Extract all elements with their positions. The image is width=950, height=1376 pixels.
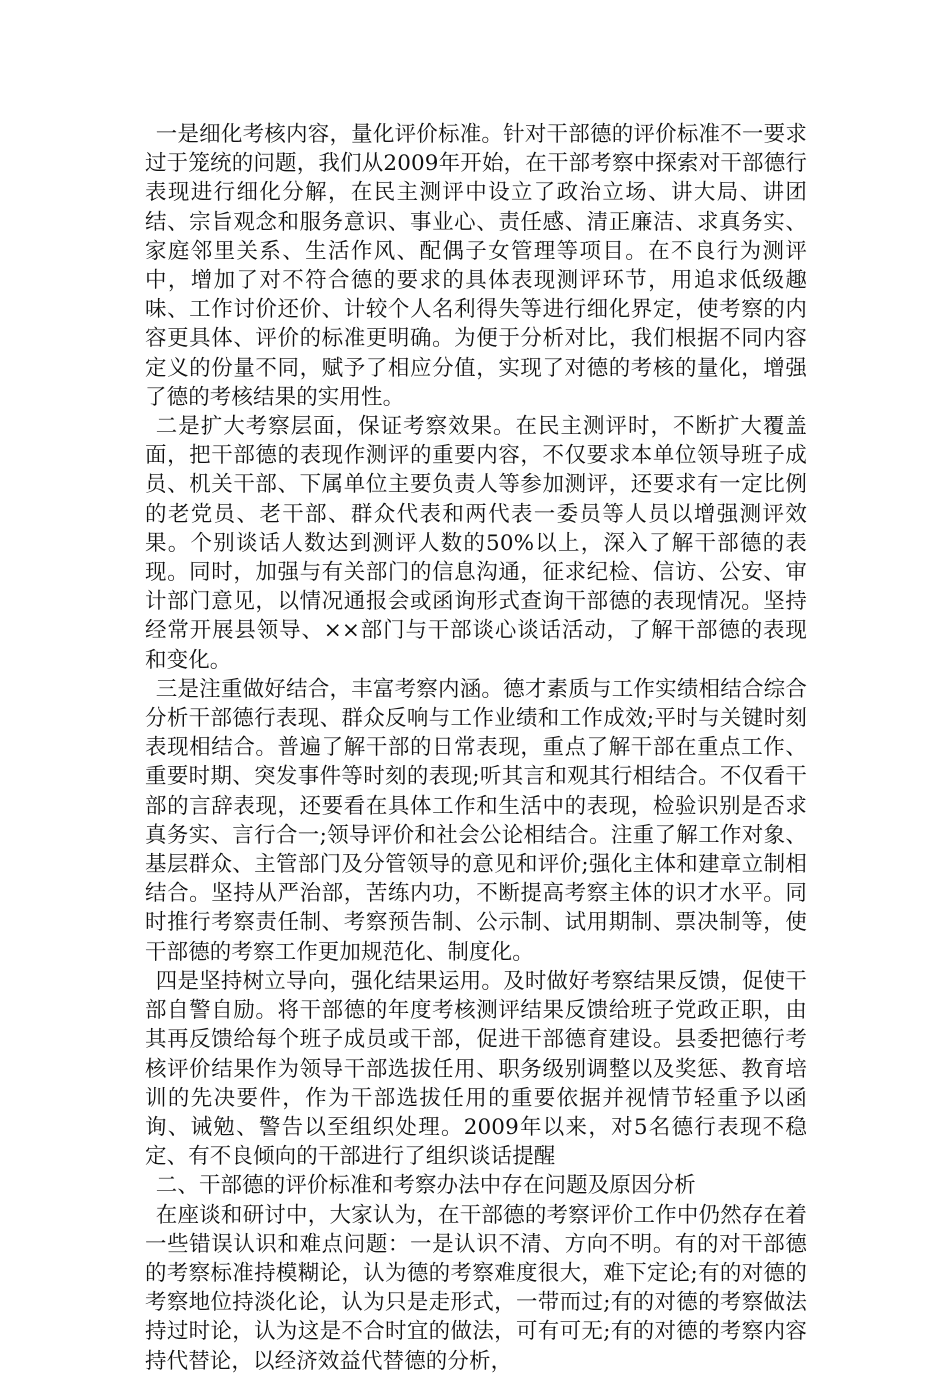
paragraph-problems: 在座谈和研讨中，大家认为，在干部德的考察评价工作中仍然存在着一些错误认识和难点问题：一是认识不清、方向不明。有的对干部德的考察标准持模糊论，认为德的考察难度很大，难下定论;有的对德的考察地位持淡化论，认为只是走形式，一带而过;有的对德的考察做法持过时论，认为这是不合时宜的做法，可有可无;有的对德的考察内容持代替论，以经济效益代替德的分析， (145, 1202, 807, 1374)
paragraph-apply-results: 四是坚持树立导向，强化结果运用。及时做好考察结果反馈，促使干部自警自励。将干部德的年度考核测评结果反馈给班子党政正职，由其再反馈给每个班子成员或干部，促进干部德育建设。县委把德行考核评价结果作为领导干部选拔任用、职务级别调整以及奖惩、教育培训的先决要件，作为干部选拔任用的重要依据并视情节轻重予以函询、诫勉、警告以至组织处理。2009年以来，对5名德行表现不稳定、有不良倾向的干部进行了组织谈话提醒 (145, 968, 807, 1170)
paragraph-refine-assessment: 一是细化考核内容，量化评价标准。针对干部德的评价标准不一要求过于笼统的问题，我们从2009年开始，在干部考察中探索对干部德行表现进行细化分解，在民主测评中设立了政治立场、讲大局、讲团结、宗旨观念和服务意识、事业心、责任感、清正廉洁、求真务实、家庭邻里关系、生活作风、配偶子女管理等项目。在不良行为测评中，增加了对不符合德的要求的具体表现测评环节，用追求低级趣味、工作讨价还价、计较个人名利得失等进行细化界定，使考察的内容更具体、评价的标准更明确。为便于分析对比，我们根据不同内容定义的份量不同，赋予了相应分值，实现了对德的考核的量化，增强了德的考核结果的实用性。 (145, 122, 807, 410)
paragraph-expand-scope: 二是扩大考察层面，保证考察效果。在民主测评时，不断扩大覆盖面，把干部德的表现作测评的重要内容，不仅要求本单位领导班子成员、机关干部、下属单位主要负责人等参加测评，还要求有一定比例的老党员、老干部、群众代表和两代表一委员等人员以增强测评效果。个别谈话人数达到测评人数的50%以上，深入了解干部德的表现。同时，加强与有关部门的信息沟通，征求纪检、信访、公安、审计部门意见，以情况通报会或函询形式查询干部德的表现情况。坚持经常开展县领导、××部门与干部谈心谈话活动，了解干部德的表现和变化。 (145, 414, 807, 673)
section-heading: 二、干部德的评价标准和考察办法中存在问题及原因分析 (155, 1173, 696, 1199)
document-page (145, 120, 807, 1376)
paragraph-combine-methods: 三是注重做好结合，丰富考察内涵。德才素质与工作实绩相结合综合分析干部德行表现、群众反响与工作业绩和工作成效;平时与关键时刻表现相结合。普遍了解干部的日常表现，重点了解干部在重点工作、重要时期、突发事件等时刻的表现;听其言和观其行相结合。不仅看干部的言辞表现，还要看在具体工作和生活中的表现，检验识别是否求真务实、言行合一;领导评价和社会公论相结合。注重了解工作对象、基层群众、主管部门及分管领导的意见和评价;强化主体和建章立制相结合。坚持从严治部，苦练内功，不断提高考察主体的识才水平。同时推行考察责任制、考察预告制、公示制、试用期制、票决制等，使干部德的考察工作更加规范化、制度化。 (145, 676, 807, 965)
